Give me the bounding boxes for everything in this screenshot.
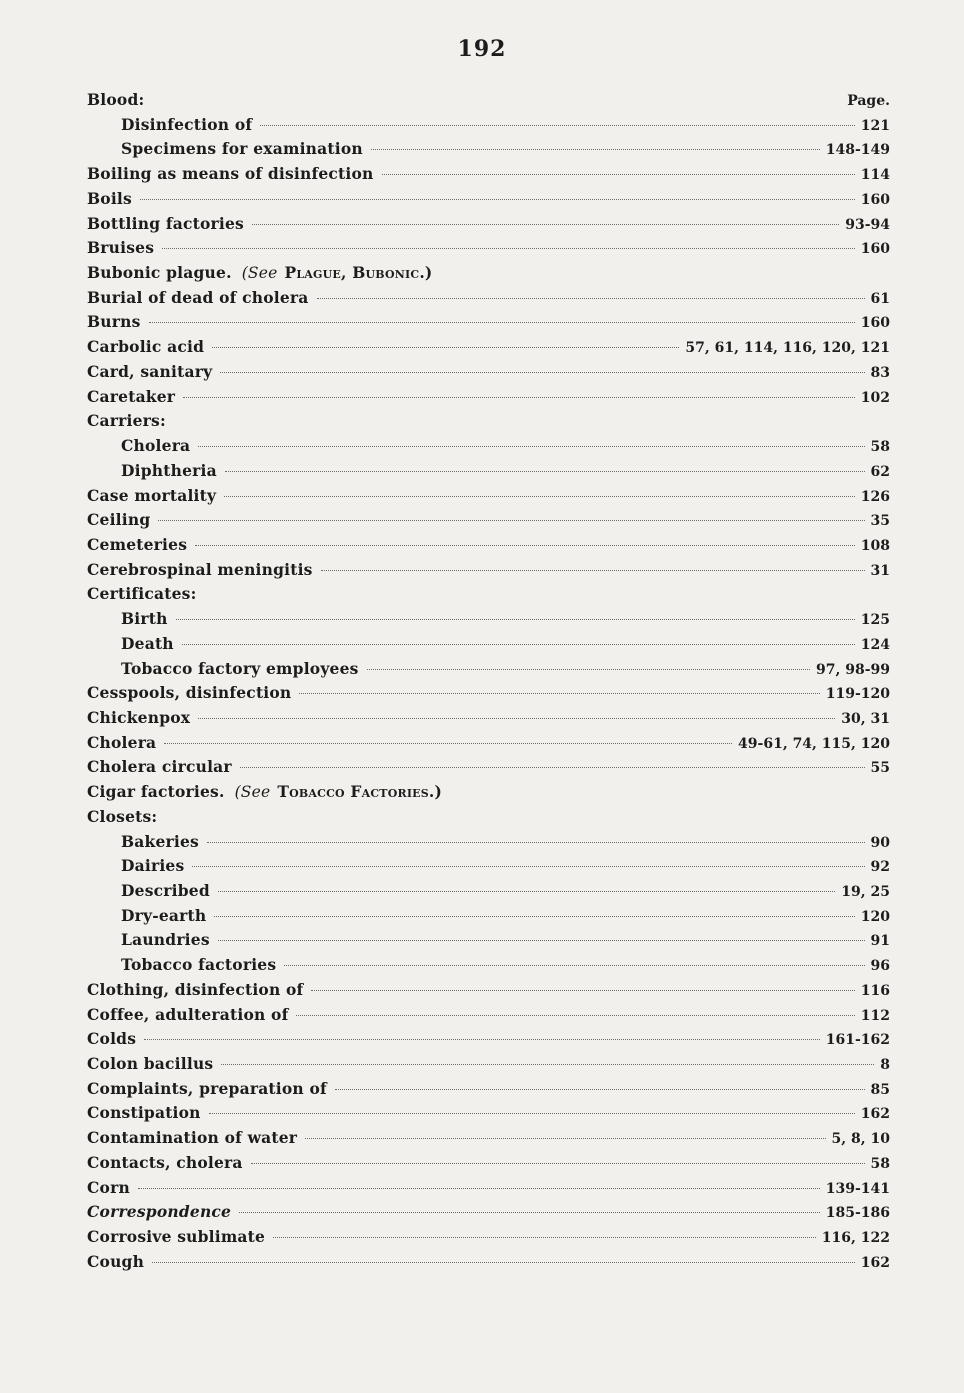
entry-term: Diphtheria [121,460,217,480]
index-entry [87,805,890,830]
entry-term: Boiling as means of disinfection [87,164,374,184]
index-entry [87,385,890,410]
index-entry [87,137,890,162]
dot-leader [176,619,855,620]
entry-pages: 97, 98-99 [815,661,890,678]
entry-pages: 83 [870,364,890,381]
entry-term: Cigar factories. [87,782,225,802]
entry-pages: 49-61, 74, 115, 120 [738,735,890,752]
index-header [87,88,890,113]
entry-term: Cemeteries [87,534,188,554]
entry-pages: 102 [860,389,890,406]
dot-leader [225,471,865,472]
entry-term: Bruises [87,238,155,258]
dot-leader [317,298,865,299]
dot-leader [221,1064,874,1065]
index-entry [87,1052,890,1077]
entry-term: Case mortality [87,485,217,505]
index-entry [87,187,890,212]
index-entry [87,755,890,780]
index-list [87,88,890,1275]
index-entry [87,236,890,261]
entry-pages: 19, 25 [841,884,890,900]
page-number: 192 [457,36,507,62]
entry-pages: 62 [870,463,890,480]
entry-term: Corn [87,1177,130,1197]
entry-term: Clothing, disinfection of [87,979,304,999]
entry-pages: 108 [860,537,890,554]
entry-term: Bubonic plague. [87,263,232,283]
entry-pages: 96 [870,958,890,975]
entry-pages: 112 [860,1007,890,1024]
entry-pages: 162 [860,1254,890,1271]
index-entry [87,953,890,978]
entry-pages: 93-94 [845,216,890,233]
index-entry [87,1101,890,1126]
see-target: Tobacco Factories.) [277,782,443,802]
entry-pages: 148-149 [825,142,890,159]
index-entry [87,1225,890,1250]
entry-term: Burns [87,312,141,332]
entry-pages: 160 [860,191,890,208]
entry-pages: 114 [860,167,890,184]
index-entry [87,162,890,187]
index-entry [87,1077,890,1102]
entry-term: Specimens for examination [121,139,363,159]
dot-leader [195,545,855,546]
index-entry [87,286,890,311]
entry-term: Contacts, cholera [87,1152,243,1172]
entry-pages: 161-162 [825,1032,890,1049]
dot-leader [212,347,679,348]
index-entry [87,459,890,484]
index-entry [87,484,890,509]
index-entry [87,830,890,855]
entry-term: Death [121,633,174,653]
entry-pages: 55 [870,760,890,777]
entry-term: Burial of dead of cholera [87,287,309,307]
dot-leader [218,891,835,892]
entry-pages: 30, 31 [841,710,890,727]
entry-pages: 162 [860,1106,890,1123]
entry-term: Laundries [121,930,210,950]
entry-pages: 5, 8, 10 [831,1131,890,1148]
dot-leader [367,669,810,670]
entry-term: Cholera [87,732,157,752]
index-entry [87,360,890,385]
entry-term: Correspondence [87,1202,232,1222]
entry-term: Described [121,881,210,900]
index-entry [87,261,890,286]
dot-leader [140,199,855,200]
dot-leader [252,224,839,225]
index-entry [87,1027,890,1052]
entry-term: Contamination of water [87,1128,298,1148]
dot-leader [335,1089,865,1090]
index-entry [87,928,890,953]
dot-leader [183,397,855,398]
dot-leader [296,1015,854,1016]
entry-term: Cholera [121,436,191,456]
entry-term: Bottling factories [87,213,244,233]
dot-leader [164,743,732,744]
dot-leader [311,990,854,991]
entry-pages: 91 [870,933,890,950]
entry-pages: 185-186 [825,1205,890,1222]
entry-pages: 139-141 [825,1180,890,1197]
entry-term: Caretaker [87,386,176,406]
index-entry [87,582,890,607]
entry-term: Corrosive sublimate [87,1227,266,1247]
dot-leader [273,1237,816,1238]
dot-leader [152,1262,855,1263]
entry-term: Colon bacillus [87,1054,214,1074]
entry-term: Dry-earth [121,905,207,925]
entry-term: Chickenpox [87,707,191,727]
index-entry [87,310,890,335]
entry-term: Constipation [87,1103,201,1123]
index-entry [87,879,890,904]
entry-term: Cesspools, disinfection [87,683,292,703]
entry-pages: 121 [860,117,890,134]
header-term: Blood: [87,90,145,109]
dot-leader [305,1138,825,1139]
entry-pages: 57, 61, 114, 116, 120, 121 [685,340,890,357]
entry-term: Carriers: [87,411,166,431]
index-entry [87,558,890,583]
dot-leader [321,570,865,571]
see-prefix: (See [241,264,278,283]
dot-leader [239,1212,820,1213]
index-entry [87,607,890,632]
entry-pages: 125 [860,612,890,629]
index-entry [87,434,890,459]
index-entry [87,533,890,558]
dot-leader [182,644,855,645]
index-entry [87,854,890,879]
entry-term: Ceiling [87,510,151,530]
index-entry [87,780,890,805]
dot-leader [149,322,855,323]
dot-leader [192,866,864,867]
entry-pages: 119-120 [825,686,890,703]
index-entry [87,1126,890,1151]
index-entry [87,1003,890,1028]
entry-pages: 116, 122 [821,1230,890,1247]
entry-pages: 61 [870,290,890,307]
dot-leader [220,372,864,373]
entry-term: Cholera circular [87,757,232,777]
entry-term: Disinfection of [121,114,253,134]
index-entry [87,904,890,929]
dot-leader [207,842,865,843]
dot-leader [224,496,855,497]
index-entry [87,1176,890,1201]
entry-pages: 160 [860,315,890,332]
dot-leader [251,1163,865,1164]
entry-term: Bakeries [121,831,199,851]
entry-pages: 116 [860,982,890,999]
entry-term: Tobacco factory employees [121,658,359,678]
entry-term: Dairies [121,856,185,876]
index-entry [87,1151,890,1176]
entry-term: Carbolic acid [87,337,205,357]
see-target: Plague, Bubonic.) [284,263,433,283]
entry-pages: 31 [870,562,890,579]
entry-pages: 58 [870,1155,890,1172]
entry-pages: 85 [870,1081,890,1098]
entry-pages: 124 [860,636,890,653]
index-entry [87,335,890,360]
header-page-label: Page. [847,93,890,109]
entry-pages: 126 [860,488,890,505]
dot-leader [218,940,865,941]
index-entry [87,1200,890,1225]
entry-term: Colds [87,1029,137,1049]
entry-term: Card, sanitary [87,361,213,381]
entry-term: Certificates: [87,584,197,604]
index-entry [87,706,890,731]
entry-term: Cerebrospinal meningitis [87,559,313,579]
dot-leader [371,149,820,150]
dot-leader [162,248,855,249]
entry-pages: 120 [860,908,890,925]
entry-pages: 90 [870,834,890,851]
index-entry [87,212,890,237]
index-entry [87,731,890,756]
dot-leader [198,718,835,719]
entry-term: Closets: [87,806,158,826]
entry-term: Boils [87,188,132,208]
dot-leader [198,446,864,447]
entry-pages: 92 [870,859,890,876]
dot-leader [209,1113,855,1114]
index-entry [87,1250,890,1275]
index-entry [87,632,890,657]
see-prefix: (See [234,783,271,802]
entry-term: Complaints, preparation of [87,1078,327,1098]
dot-leader [260,125,855,126]
entry-term: Tobacco factories [121,955,277,975]
dot-leader [138,1188,820,1189]
entry-term: Coffee, adulteration of [87,1004,289,1024]
index-entry [87,508,890,533]
dot-leader [158,520,864,521]
entry-pages: 58 [870,439,890,456]
entry-term: Cough [87,1251,145,1271]
index-entry [87,409,890,434]
dot-leader [299,693,819,694]
entry-term: Birth [121,609,168,629]
dot-leader [240,767,865,768]
index-entry [87,681,890,706]
dot-leader [144,1039,820,1040]
entry-pages: 160 [860,241,890,258]
entry-pages: 8 [880,1057,890,1074]
index-entry [87,113,890,138]
entry-pages: 35 [870,513,890,530]
index-entries [87,113,890,1275]
dot-leader [382,174,855,175]
dot-leader [284,965,864,966]
dot-leader [214,916,854,917]
index-entry [87,978,890,1003]
index-entry [87,657,890,682]
